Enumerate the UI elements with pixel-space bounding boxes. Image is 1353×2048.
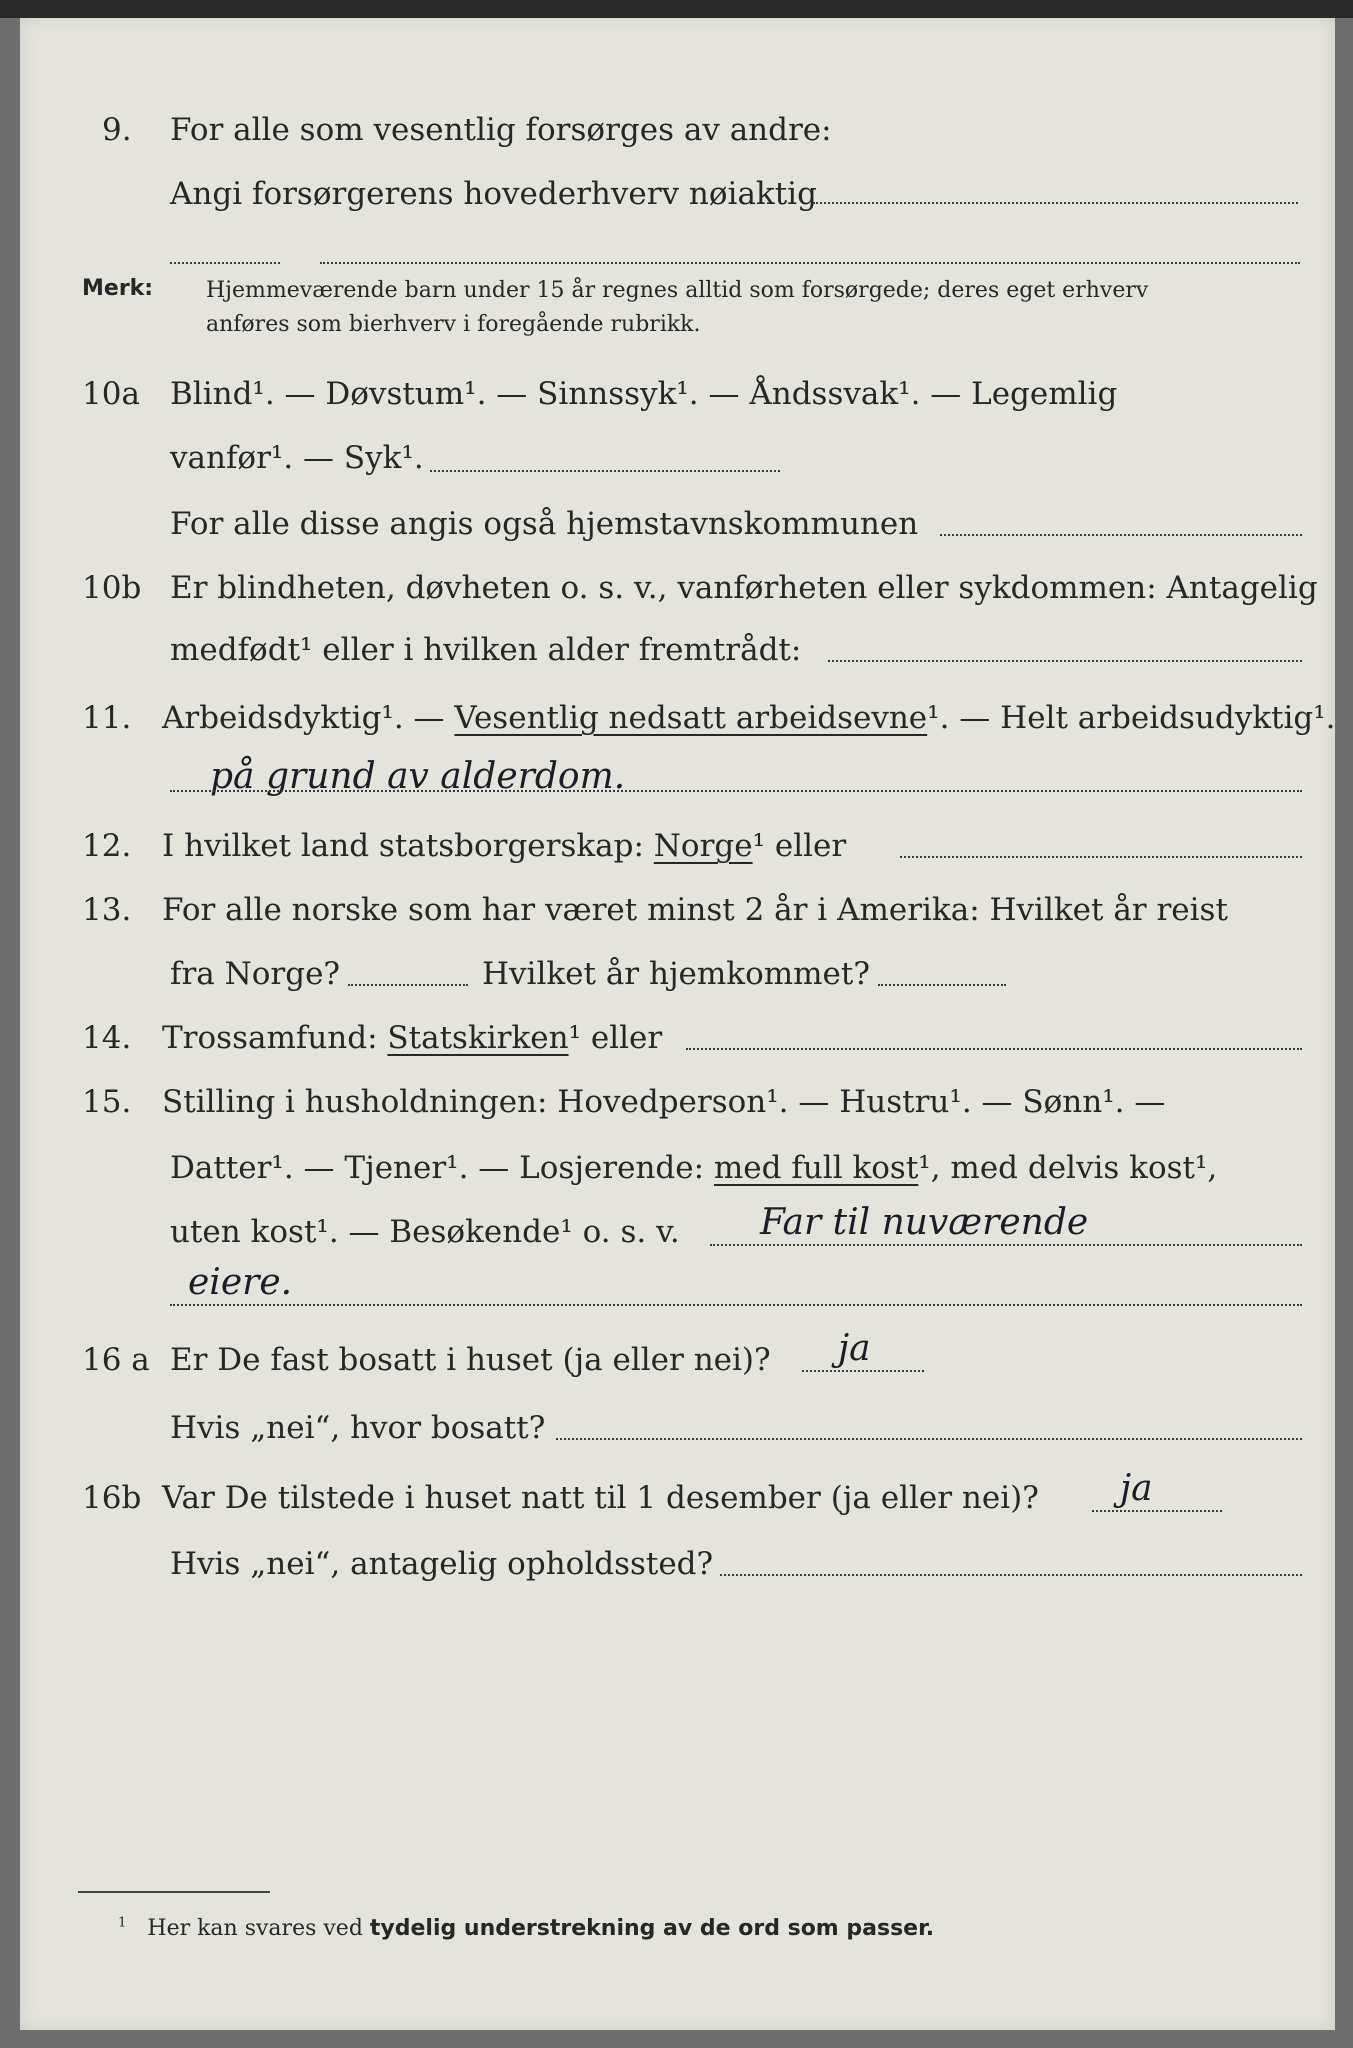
footnote: [118, 1916, 934, 1941]
q13-number: 13.: [82, 892, 132, 928]
q16a-text-1: Er De fast bosatt i huset (ja eller nei)?: [170, 1342, 771, 1378]
q10a-line1: [20, 374, 1335, 434]
q12-option-norge: Norge: [653, 828, 753, 864]
q10a-text-3: For alle disse angis også hjemstavnskommunen: [170, 506, 919, 542]
q15-options-c: ¹, med delvis kost¹,: [918, 1150, 1218, 1186]
q10a-hjemstavn-answer-line[interactable]: [940, 534, 1302, 536]
q16b-opholdssted-answer-line[interactable]: [720, 1574, 1302, 1576]
q15-line2: [20, 1148, 1335, 1208]
q15-text-3: uten kost¹. — Besøkende¹ o. s. v.: [170, 1214, 680, 1250]
q11-option-udyktig: ¹. — Helt arbeidsudyktig¹.: [927, 700, 1336, 736]
q15-option-full-kost: med full kost: [713, 1150, 919, 1186]
merk-text-2: anføres som bierhverv i foregående rubrikk.: [206, 312, 701, 337]
q9-text-2: Angi forsørgerens hovederhverv nøiaktig: [170, 176, 817, 212]
q12-text: [162, 826, 846, 866]
q10b-line1: [20, 568, 1335, 628]
q16a-line1: [20, 1340, 1335, 1400]
q13-text-2a: fra Norge?: [170, 956, 341, 992]
q16b-handwritten-answer: ja: [1120, 1468, 1153, 1509]
q10b-number: 10b: [82, 570, 142, 606]
q10a-text-1: Blind¹. — Døvstum¹. — Sinnssyk¹. — Åndssvak¹. — Legemlig: [170, 376, 1118, 412]
q14-answer-line[interactable]: [686, 1048, 1302, 1050]
q15-number: 15.: [82, 1084, 132, 1120]
q15-text-2: [170, 1148, 1217, 1188]
q11-text: [162, 698, 1336, 738]
q10b-text-2: medfødt¹ eller i hvilken alder fremtrådt:: [170, 632, 802, 668]
q9-text-1: For alle som vesentlig forsørges av andre:: [170, 112, 832, 148]
q14-number: 14.: [82, 1020, 132, 1056]
q10a-line2: [20, 438, 1335, 498]
q11-option-arbeidsdyktig: Arbeidsdyktig¹. —: [162, 700, 455, 736]
q15-answer-line-2[interactable]: [170, 1304, 1302, 1306]
q14-text: [162, 1018, 662, 1058]
q10a-syk-answer-line[interactable]: [430, 470, 780, 472]
census-form-page: [20, 18, 1335, 2030]
q15-line1: [20, 1082, 1335, 1142]
q11-answer-line[interactable]: [170, 790, 1302, 792]
q15-options-a: Datter¹. — Tjener¹. — Losjerende:: [170, 1150, 714, 1186]
q9-answer-line-2a[interactable]: [170, 262, 280, 264]
q9-line2: [20, 174, 1335, 234]
footnote-marker: 1: [118, 1915, 127, 1931]
q10a-number: 10a: [82, 376, 140, 412]
q15-handwritten-answer-2: eiere.: [188, 1262, 293, 1303]
q12-number: 12.: [82, 828, 132, 864]
q15-handwritten-answer-1: Far til nuværende: [760, 1202, 1089, 1243]
q11-option-underlined: Vesentlig nedsatt arbeidsevne: [454, 700, 928, 736]
q11-number: 11.: [82, 700, 132, 736]
q16a-text-2: Hvis „nei“, hvor bosatt?: [170, 1410, 546, 1446]
q16a-handwritten-answer: ja: [838, 1328, 871, 1369]
q14-option-eller: ¹ eller: [568, 1020, 663, 1056]
q11-line1: [20, 698, 1335, 758]
scan-border: [0, 0, 1353, 18]
q12-answer-line[interactable]: [900, 856, 1302, 858]
q9-answer-line-2b[interactable]: [320, 262, 1300, 264]
q16a-number: 16 a: [82, 1342, 150, 1378]
q16b-text-1: Var De tilstede i huset natt til 1 desember (ja eller nei)?: [162, 1480, 1039, 1516]
q12-option-eller: ¹ eller: [752, 828, 847, 864]
footnote-text-plain: Her kan svares ved: [147, 1916, 370, 1941]
q10b-text-1: Er blindheten, døvheten o. s. v., vanførheten eller sykdommen: Antagelig: [170, 570, 1318, 606]
q9-line1: [20, 110, 1335, 170]
q13-line1: [20, 890, 1335, 950]
q10b-answer-line[interactable]: [828, 660, 1302, 662]
q13-text-2b: Hvilket år hjemkommet?: [482, 956, 870, 992]
q15-answer-line-1[interactable]: [710, 1244, 1302, 1246]
q9-number: 9.: [102, 112, 132, 148]
q16b-text-2: Hvis „nei“, antagelig opholdssted?: [170, 1546, 714, 1582]
q16b-answer-line[interactable]: [1092, 1510, 1222, 1512]
q11-handwritten-answer: på grund av alderdom.: [210, 756, 626, 797]
q16a-answer-line[interactable]: [802, 1370, 924, 1372]
q13-line2: [20, 954, 1335, 1014]
q16a-bosatt-answer-line[interactable]: [556, 1438, 1302, 1440]
q14-label: Trossamfund:: [162, 1020, 388, 1056]
q15-text-1: Stilling i husholdningen: Hovedperson¹. — Hustru¹. — Sønn¹. —: [162, 1084, 1166, 1120]
q12-label: I hvilket land statsborgerskap:: [162, 828, 654, 864]
q14-option-statskirken: Statskirken: [387, 1020, 569, 1056]
q10a-text-2: vanfør¹. — Syk¹.: [170, 440, 424, 476]
q13-text-1: For alle norske som har været minst 2 år i Amerika: Hvilket år reist: [162, 892, 1228, 928]
q13-reist-answer-line[interactable]: [348, 984, 468, 986]
footnote-rule: [78, 1891, 270, 1893]
merk-text-1: Hjemmeværende barn under 15 år regnes alltid som forsørgede; deres eget erhverv: [206, 278, 1149, 303]
q9-answer-line[interactable]: [813, 202, 1298, 204]
q16b-number: 16b: [82, 1480, 142, 1516]
footnote-text-bold: tydelig understrekning av de ord som passer.: [369, 1916, 935, 1941]
q13-hjemkommet-answer-line[interactable]: [878, 984, 1006, 986]
merk-label: Merk:: [82, 276, 154, 301]
